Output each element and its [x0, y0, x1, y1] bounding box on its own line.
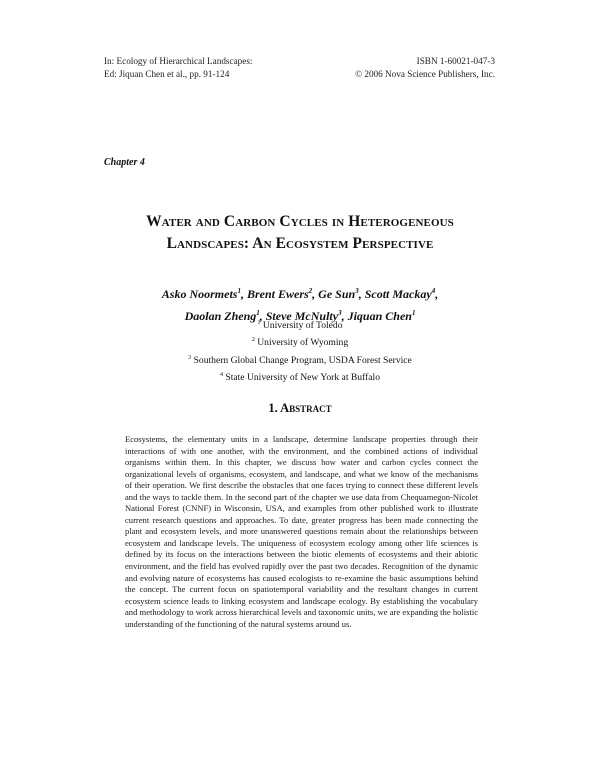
author-line-2: Daolan Zheng$^1$, Steve McNulty$^3$, Jiquan Chen$^1$ [184, 309, 416, 323]
author-name: Scott Mackay [364, 287, 432, 301]
book-title-line: In: Ecology of Hierarchical Landscapes: [104, 56, 253, 66]
affiliation-text: State University of New York at Buffalo [225, 372, 381, 384]
author-name: Ge Sun [318, 287, 356, 301]
affiliation-item [100, 316, 500, 333]
author-name: Asko Noormets [161, 287, 238, 301]
isbn-line: ISBN 1-60021-047-3 [416, 56, 495, 66]
title-line-2: Landscapes: An Ecosystem Perspective [166, 235, 434, 252]
affiliation-text: Southern Global Change Program, USDA Forest Service [193, 355, 412, 367]
author-affiliation-mark: 1 [237, 287, 241, 295]
author-affiliation-mark: 4 [431, 287, 436, 295]
affiliation-number: 2 [251, 337, 255, 344]
author-affiliation-mark: 2 [308, 287, 313, 295]
affiliation-number: 3 [188, 354, 192, 361]
affiliation-number: 4 [219, 372, 223, 379]
affiliation-item [100, 368, 500, 385]
section-heading: 1. Abstract [268, 401, 332, 415]
chapter-label: Chapter 4 [104, 157, 145, 168]
copyright-line: © 2006 Nova Science Publishers, Inc. [355, 69, 495, 79]
author-affiliation-mark: 3 [338, 309, 342, 317]
affiliation-text: University of Wyoming [257, 337, 349, 349]
editor-pages-line: Ed: Jiquan Chen et al., pp. 91-124 [104, 69, 230, 79]
header-right [355, 55, 495, 81]
affiliation-item [100, 333, 500, 350]
author-affiliation-mark: 3 [355, 287, 359, 295]
author-name: Jiquan Chen [347, 309, 412, 323]
affiliation-text: University of Toledo [262, 320, 343, 332]
title-line-1: Water and Carbon Cycles in Heterogeneous [146, 213, 454, 230]
header-left [104, 55, 252, 81]
abstract-text: Ecosystems, the elementary units in a landscape, determine landscape properties through their interactions of with one another, with the environment, and the combined actions of individual organisms within them. In this chapter, we discuss how water and carbon cycles connect the organizational levels of organisms, ecosystem, and landscape, and what we know of the mechanisms of their operation. We first describe the obstacles that one faces trying to connect these different levels and the ways to tackle them. In the second part of the chapter we use data from Chequamegon-Nicolet National Forest (CNNF) in Wisconsin, USA, and examples from other published work to illustrate current research questions and approaches. To date, greater progress has been made connecting the plant and ecosystem levels, and more unanswered questions remain about the relationships between ecosystem and landscape levels. The uniqueness of ecosystem ecology among other life sciences is defined by its focus on the interactions between the biotic elements of ecosystems and their abiotic environment, and the field has evolved rapidly over the past two decades. Recognition of the dynamic and evolving nature of ecosystems has caused ecologists to re-examine the basic assumptions behind the concept. The current focus on spatiotemporal variability and the resultant changes in current ecosystem science leads to linking ecosystem and landscape ecology. By establishing the vocabulary and methodology to work across hierarchical levels and taxonomic units, we are expanding the holistic understanding of the functioning of the natural systems around us. [125, 434, 478, 629]
affiliation-item [100, 351, 500, 368]
author-name: Brent Ewers [246, 287, 309, 301]
paper-title [100, 211, 500, 255]
author-affiliation-mark: 1 [256, 309, 260, 317]
author-name: Steve McNulty [265, 309, 339, 323]
author-line-1: Asko Noormets$^1$, Brent Ewers$^2$, Ge Sun$^3$, Scott Mackay$^4$, [161, 287, 439, 301]
author-affiliation-mark: 1 [411, 309, 416, 317]
affiliation-number: 1 [257, 320, 261, 326]
author-name: Daolan Zheng [184, 309, 257, 323]
affiliation-list [100, 316, 500, 386]
